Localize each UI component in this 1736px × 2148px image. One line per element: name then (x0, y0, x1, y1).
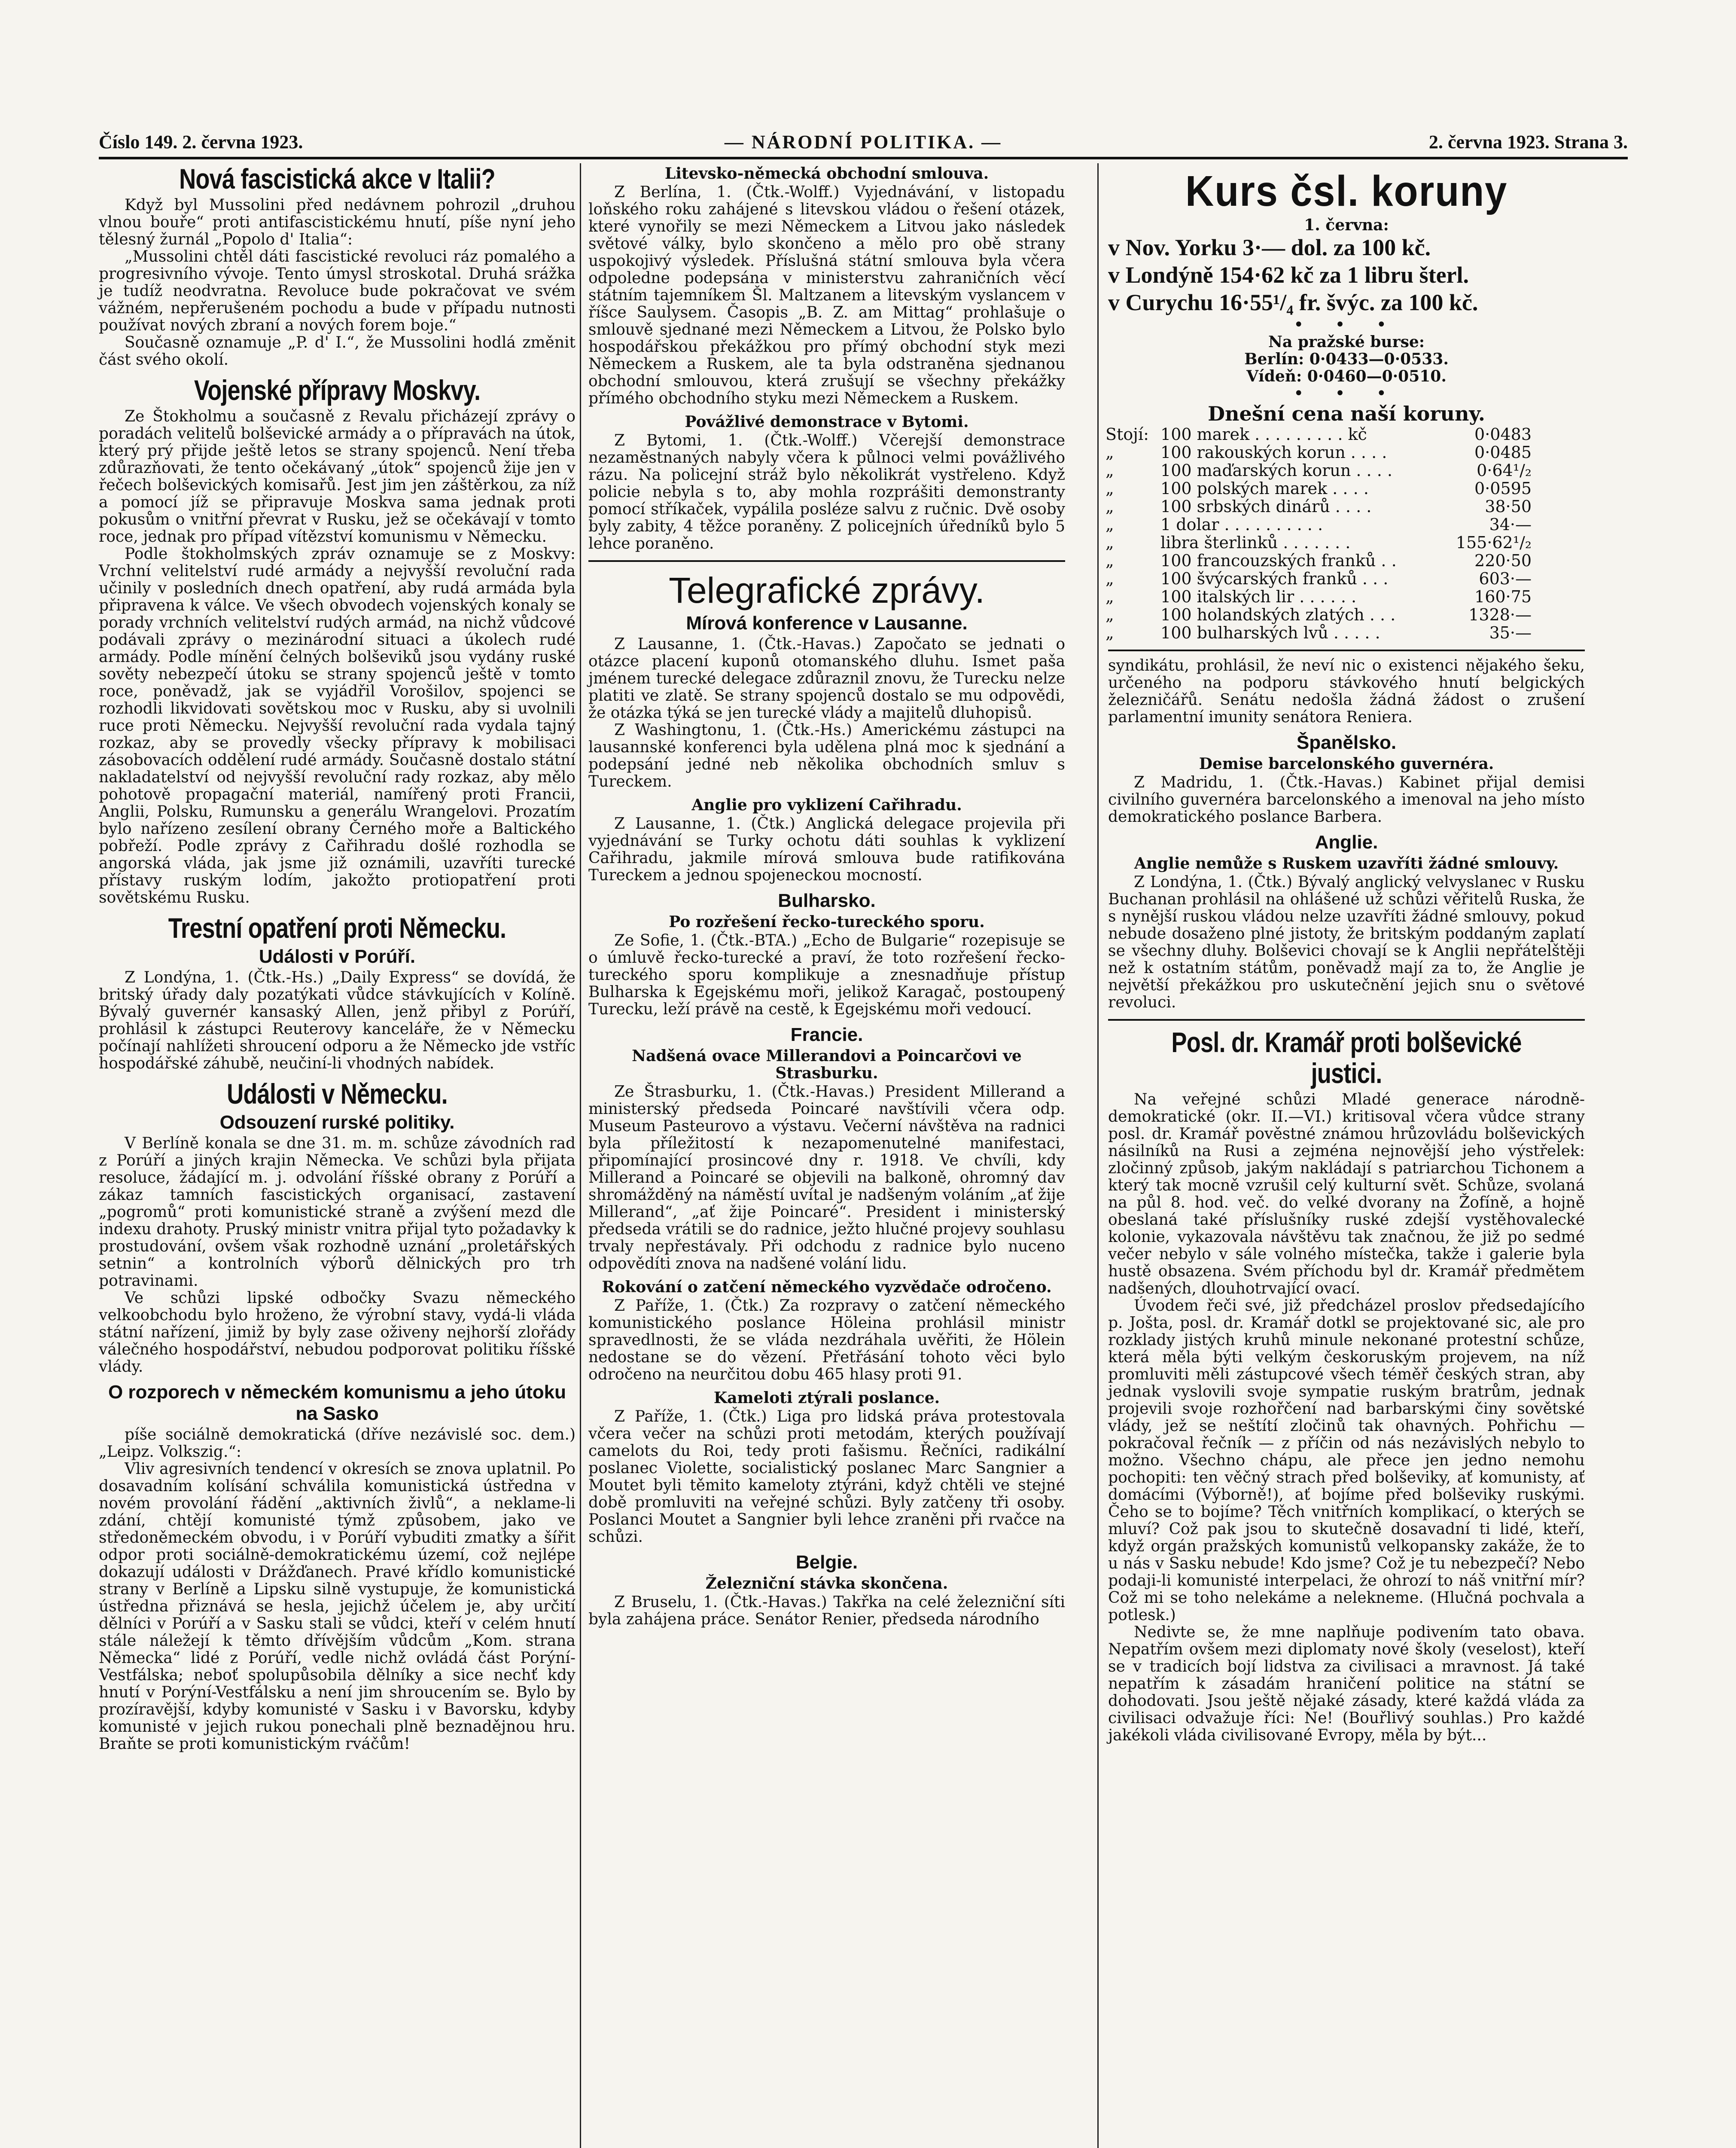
article-paragraph: syndikátu, prohlásil, že neví nic o existenci nějakého šeku, určeného na podporu stávkového hnutí belgických železničářů. Senátu nedošla žádná žádost o zrušení parlamentní imunity senátora Reniera. (1108, 657, 1585, 726)
article-headline: Španělsko. (1296, 732, 1397, 753)
rate-item: 100 bulharských lvů . . . . . (1160, 623, 1380, 642)
section-divider (1108, 1019, 1585, 1021)
article-subheadline: Železniční stávka skončena. (705, 1574, 948, 1593)
article-paragraph: Ze Štrasburku, 1. (Čtk.-Havas.) President Millerand a ministerský předseda Poincaré navštívili včera odp. Museum Pasteurovo a výstavu. Večerní návštěva na radnici byla příležitostí k nezapomenutelné manifestaci, připomínající prosincové dny r. 1918. Ve chvíli, kdy Millerand a Poincaré se objevili na balkoně, ohromný dav shromážděný na náměstí uvítal je nadšeným voláním „ať žije Millerand“, „ať žije Poincaré“. President i ministerský předseda vrátili se do radnice, ježto hlučné projevy souhlasu trvaly nepřestávaly. Při odchodu z radnice bylo nuceno odpovědíti znova na nadšené volání lidu. (588, 1083, 1065, 1272)
exchange-rate-line: v Londýně 154·62 kč za 1 libru šterl. (1108, 262, 1469, 288)
article-headline: O rozporech v německém komunismu a jeho útoku na Sasko (108, 1382, 566, 1424)
rate-row (1104, 443, 1533, 461)
section-divider (1108, 650, 1585, 651)
section-title: Telegrafické zprávy. (668, 570, 985, 610)
rate-prefix: „ (1106, 533, 1114, 552)
article-paragraph: Z Bruselu, 1. (Čtk.-Havas.) Takřka na celé železniční síti byla zahájena práce. Senátor Renier, předseda národního (588, 1593, 1065, 1628)
rate-value: 0·0485 (1474, 443, 1532, 462)
article-paragraph: Na veřejné schůzi Mladé generace národně-demokratické (okr. II.—VI.) kritisoval včera vůdce strany posl. dr. Kramář pověstné známou hrůzovládu bolševických násilníků na Rusi a zejména nejnovější jeho výstřelek: zločinný způsob, jakým nakládají s patriarchou Tichonem a který tak mocně vzrušil celý kulturní svět. Schůze, svolaná na půl 8. hod. več. do velké dvorany na Žofíně, a hojně obeslaná také příslušníky ruské zdejší vystěhovalecké kolonie, vykazovala návštěvu tak značnou, že již po sedmé večer nebylo v sále volného místečka, takže i galerie byla hustě obsazena. Svém příchodu byl dr. Kramář předmětem nadšených, dlouhotrvající ovací. (1108, 1091, 1585, 1297)
exchange-rate-line: v Curychu 16·55¹/₄ fr. švýc. za 100 kč. (1108, 290, 1478, 315)
rate-value: 35·— (1489, 623, 1532, 642)
article-paragraph: V Berlíně konala se dne 31. m. m. schůze závodních rad z Porúří a jiných krajin Německa. Ve schůzi byla přijata resoluce, žádající m. j. odvolání říšské obrany z Porúří a zákaz tamních fascistických organisací, zastavení „pogromů“ proti komunistické straně a zvýšení mezd dle indexu drahoty. Pruský ministr vnitra přijal tyto požadavky k prostudování, ovšem však rozhodně uznání „proletářských setnin“ a kontrolních výborů dělnických pro trh potravinami. (99, 1135, 576, 1290)
article-paragraph: Z Lausanne, 1. (Čtk.-Havas.) Započato se jednati o otázce placení kuponů otomanského dluhu. Ismet paša jménem turecké delegace zdůraznil znovu, že Turecku nelze platiti ve zlatě. Se strany spojenců dostalo se mu odpovědi, že otázka týká se jen turecké vlády a majitelů dluhopisů. (588, 635, 1065, 722)
article-headline: Francie. (790, 1024, 863, 1045)
rate-value: 1328·— (1468, 605, 1532, 624)
article-subheadline: Odsouzení rurské politiky. (219, 1112, 455, 1133)
article-headline: Kameloti ztýrali poslance. (713, 1389, 940, 1407)
article-headline: Posl. dr. Kramář proti bolševické justici. (1171, 1026, 1522, 1089)
article-headline: Události v Německu. (227, 1078, 448, 1110)
rate-row (1104, 606, 1533, 624)
article-paragraph: Z Londýna, 1. (Čtk.) Bývalý anglický velvyslanec v Rusku Buchanan prohlásil na ohlášené už schůzi věřitelů Ruska, že s nynější ruskou vládou nelze uzavříti žádné smlouvy, pokud nebude dosaženo plné jistoty, že britským poddaným zaplatí se všechny dluhy. Bolševici chovají se k Anglii nepřátelštěji než k ostatním státům, poněvadž mají za to, že Anglie je největší překážkou pro uskutečnění jejich snu o světové revoluci. (1108, 873, 1585, 1011)
rate-row (1104, 479, 1533, 497)
article-paragraph: Vliv agresivních tendencí v okresích se znova uplatnil. Po dosavadním kolísání schválila komunistická ústředna v novém provolání řádění „aktivních živlů“, a neklame-li zdání, chtějí komunisté týmž způsobem, jako ve středoněmeckém obvodu, i v Porúří vybuditi zmatky a šířit odpor proti sociálně-demokratickému území, což nejlépe dokazují události v Drážďanech. Pravé křídlo komunistické strany v Berlíně a Lipsku silně vystupuje, že komunistická ústředna přiznává se hesla, jejichž účelem je, aby určití dělníci v Porúří a v Sasku stali se vůdci, kteří v celém hnutí stále náležejí k těmto dřívějším vůdcům „Kom. strana Německa“ lidé z Porúří, vedle nichž ovládá část Porýní-Vestfálska; neboť spolupůsobila dělníky a sice nechť kdy hnutí v Porýní-Vestfálsku a není jim shroucením se. Bylo by prozíravější, kdyby komunisté v Sasku i v Bavorsku, kdyby komunisté v jejich rukou ponechali plně beznadějnou hru. Braňte se proti komunistickým rváčům! (99, 1460, 576, 1753)
article-subheadline: Rokování o zatčení německého vyzvědače odročeno. (602, 1278, 1052, 1296)
section-divider (588, 560, 1065, 562)
rate-item: 100 italských lir . . . . . . (1160, 587, 1357, 606)
page-date: 2. června 1923. Strana 3. (1428, 131, 1628, 153)
rate-item: 100 marek . . . . . . . . . kč (1160, 425, 1367, 444)
article-paragraph: Z Berlína, 1. (Čtk.-Wolff.) Vyjednávání, v listopadu loňského roku zahájené s litevskou vládou o řešení otázek, které vynořily se mezi Německem a Litvou jako následek světové války, bylo skončeno a mělo pro obě strany uspokojivý výsledek. Příslušná státní smlouva byla včera odpoledne podepsána v ministerstvu zahraničních věcí státním tajemníkem Šl. Maltzanem a litevským vyslancem v říšce Saulysem. Časopis „B. Z. am Mittag“ prohlašuje o smlouvě sjednané mezi Německem a Litvou, že Polsko bylo hospodářskou překážkou pro přímý obchodní styk mezi Německem a Ruskem, ale ta byla odstraněna sjednanou obchodní smlouvou, která zrušují se všechny překážky přímého obchodního styku mezi Německem a Ruskem. (588, 183, 1065, 407)
separator-dots: • • • (1293, 315, 1400, 335)
article-paragraph: Nedivte se, že mne naplňuje podivením tato obava. Nepatřím ovšem mezi diplomaty nové školy (veselost), kteří se v tradicích bojí lidstva za civilisaci a mravnost. Já také nepatřím k zásadám hraničení politice na státní se dohodovati. Jsou ještě nějaké zásady, které každá vláda za civilisaci odvažuje říci: Ne! (Bouřlivý souhlas.) Pro každé jakékoli vláda civilisované Evropy, měla by být... (1108, 1623, 1585, 1744)
rate-item: 100 polských marek . . . . (1160, 479, 1369, 498)
article-headline: Nová fascistická akce v Italii? (179, 163, 495, 195)
article-paragraph: Z Paříže, 1. (Čtk.) Za rozpravy o zatčení německého komunistického poslance Höleina prohlásil ministr spravedlnosti, že se vláda nezdráhala uvěřiti, že Hölein nedostane se do vězení. Přetřásání tohoto věci bylo odročeno na neurčitou dobu 465 hlasy proti 91. (588, 1297, 1065, 1383)
article-headline: Litevsko-německá obchodní smlouva. (664, 165, 989, 183)
rate-value: 0·0483 (1474, 425, 1532, 444)
separator-dots: • • • (1293, 384, 1400, 403)
rate-value: 38·50 (1485, 497, 1532, 516)
article-subheadline: Události v Porúří. (259, 946, 416, 967)
article-headline: Vojenské přípravy Moskvy. (194, 374, 481, 406)
rate-row (1104, 534, 1533, 552)
rate-row (1104, 497, 1533, 516)
article-paragraph: „Mussolini chtěl dáti fascistické revoluci ráz pomalého a progresivního vývoje. Tento úmysl stroskotal. Druhá srážka je tudíž neodvratna. Revoluce bude pokračovat ve svém vážném, nepřerušeném pochodu a bude v případu nutnosti používat nových zbraní a nových forem boje.“ (99, 248, 576, 334)
article-headline: Belgie. (795, 1552, 858, 1573)
exchange-rate-title: Kurs čsl. koruny (1185, 167, 1508, 215)
article-paragraph: Ve schůzi lipské odbočky Svazu německého velkoobchodu bylo hroženo, že výrobní stavy, vydá-li vláda státní nařízení, jimiž by byly zase oživeny nejhorší zlořády válečného hospodářství, nebudou podporovat politiku říšské vlády. (99, 1289, 576, 1376)
rates-table (1104, 425, 1533, 642)
rate-prefix: „ (1106, 551, 1114, 570)
masthead (99, 131, 1628, 159)
article-paragraph: Ze Sofie, 1. (Čtk.-BTA.) „Echo de Bulgarie“ rozepisuje se o úmluvě řecko-turecké a praví, že toto rozřešení řecko-tureckého sporu komplikuje a znesnadňuje přístup Bulharska k Egejskému moři, jelikož Karagač, postoupený Turecku, leží právě na cestě, k Egejskému moři vedoucí. (588, 932, 1065, 1018)
rate-prefix: „ (1106, 569, 1114, 588)
rate-prefix: „ (1106, 623, 1114, 642)
rate-value: 603·— (1479, 569, 1532, 588)
rate-row (1104, 516, 1533, 534)
article-paragraph: Ze Štokholmu a současně z Revalu přicházejí zprávy o poradách velitelů bolševické armády a o přípravách na útok, který prý přijde ještě letos se strany spojenců. Není třeba zdůrazňovati, že tento očekávaný „útok“ spojenců žije jen v řečech bolševických komisařů. Jest jim jen záštěrkou, za níž a pomocí jíž se připravuje Moskva sama jednak proti pokusům o vnitřní převrat v Rusku, jež se očekávají v tomto roce, jednak pro případ vítězství komunismu v Německu. (99, 408, 576, 546)
article-headline: Mírová konference v Lausanne. (686, 613, 968, 634)
burse-line: Berlín: 0·0433—0·0533. (1244, 350, 1449, 368)
article-paragraph: Z Bytomi, 1. (Čtk.-Wolff.) Včerejší demonstrace nezaměstnaných nabyly včera k půlnoci velmi povážlivého rázu. Na policejní stráž bylo několikrát vystřeleno. Když policie nebyla s to, aby mohla rozprášiti demonstranty pomocí stříkaček, vypálila posléze salvu z ručnic. Dvě osoby byly zabity, 4 těžce poraněny. Z policejních úředníků bylo 5 lehce poraněno. (588, 432, 1065, 552)
article-headline: Bulharsko. (778, 890, 876, 911)
article-paragraph: Současně oznamuje „P. d' I.“, že Mussolini hodlá změnit část svého okolí. (99, 334, 576, 369)
newspaper-name: — NÁRODNÍ POLITIKA. — (724, 131, 1002, 153)
rate-item: 100 holandských zlatých . . . (1160, 605, 1396, 624)
rates-title: Dnešní cena naší koruny. (1208, 402, 1485, 425)
article-subheadline: Anglie nemůže s Ruskem uzavříti žádné smlouvy. (1134, 854, 1559, 873)
rate-item: 100 francouzských franků . . (1160, 551, 1397, 570)
column-rule (580, 163, 581, 2148)
rate-row (1104, 570, 1533, 588)
column-right (1108, 163, 1585, 2148)
rate-row (1104, 624, 1533, 642)
rate-value: 0·0595 (1474, 479, 1532, 498)
article-paragraph: píše sociálně demokratická (dříve nezávislé soc. dem.) „Leipz. Volkszig.“: (99, 1426, 576, 1461)
article-paragraph: Z Washingtonu, 1. (Čtk.-Hs.) Americkému zástupci na lausannské konferenci byla udělena plná moc k sjednání a podepsání jedné neb několika obchodních smluv s Tureckem. (588, 721, 1065, 790)
rate-item: 100 srbských dinárů . . . . (1160, 497, 1372, 516)
article-headline: Povážlivé demonstrace v Bytomi. (685, 413, 969, 431)
column-rule (1097, 163, 1099, 2148)
rate-value: 34·— (1489, 515, 1532, 534)
rate-row (1104, 552, 1533, 570)
rate-value: 0·64¹/₂ (1477, 461, 1532, 480)
rate-value: 155·62¹/₂ (1456, 533, 1532, 552)
article-headline: Anglie pro vyklizení Cařihradu. (691, 796, 962, 814)
article-paragraph: Z Londýna, 1. (Čtk.-Hs.) „Daily Express“ se dovídá, že britský úřady daly pozatýkati vůdce stávkujících v Kolíně. Bývalý guvernér kansaský Allen, jenž přibyl z Porúří, prohlásil k zástupci Reuterovy kanceláře, že v Německu počínají nahlížeti shroucení odporu a že Německo jde vstříc hospodářské záhubě, neučiní-li vhodných nabídek. (99, 969, 576, 1072)
article-paragraph: Úvodem řeči své, již předcházel proslov předsedajícího p. Jošta, posl. dr. Kramář dotkl se projektované sic, ale pro rozklady jistých kruhů minule nekonané protestní schůze, která měla býti velkým českoruským projevem, na níž promluviti měli zástupcové všech téměř českých stran, aby jednak vyslovili svoje sympatie ruským bratrům, jednak projevili svoje rozhořčení nad barbarskými činy sovětské vlády, jež se neštítí zločinů tak ohavných. Pohřichu — pokračoval řečník — z příčin od nás nezávislých nebylo to možno. Všechno chápu, ale přece jen jedno nemohu pochopiti: ten věčný strach před bolševiky, ať komunisty, ať domácími (Výborně!), ať bojíme před bolševiky ruskými. Čeho se to bojíme? Těch vnitřních komplikací, o kterých se mluví? Což pak jsou to skutečně dosavadní ti lidé, kteří, když orgán pražských komunistů velkopansky zakáže, že to u nás v Sasku nebude! Kdo jsme? Což je tu nebezpečí? Nebo podaji-li komunisté interpelaci, že ohrozí to náš vnitřní mír? Což mi se toho nelekáme a nelekneme. (Hlučná pochvala a potlesk.) (1108, 1297, 1585, 1624)
exchange-rate-date: 1. června: (1304, 216, 1389, 234)
rate-prefix: „ (1106, 497, 1114, 516)
article-paragraph: Podle štokholmských zpráv oznamuje se z Moskvy: Vrchní velitelství rudé armády a nejvyšší revoluční rada učinily v posledních dnech opatření, aby rudá armáda byla připravena k válce. Ve všech obvodech vojenských konaly se porady vrchních velitelství rudých armád, na nichž vůdcové podávali zprávy o mezinárodní situaci a úkolech rudé armády. Podle mínění čelných bolševiků jsou vydány ruské sověty nebezpečí útoku se strany spojenců ještě v tomto roce, poněvadž, jak se vyjádřil Vorošilov, spojenci se rozhodli likvidovati sovětskou moc v Rusku, aby si uvolnili ruce proti Německu. Nejvyšší revoluční rada vydala tajný rozkaz, aby se provedly všecky přípravy k mobilisaci zásobovacích oddělení rudé armády. Současně dostalo státní nakladatelství od nejvyšší revoluční rady rozkaz, aby mělo pohotově propagační materiál, namířený proti Francii, Anglii, Polsku, Rumunsku a generálu Wrangelovi. Prozatím bylo nařízeno zesílení obrany Černého moře a Baltického pobřeží. Podle zprávy z Cařihradu došlé rozhodla se angorská vláda, jak jsme již oznámili, uzavříti turecké přístavy ruským lodím, jakožto protiopatření proti sovětskému Rusku. (99, 545, 576, 906)
burse-line: Vídeň: 0·0460—0·0510. (1246, 367, 1447, 385)
rate-row (1104, 461, 1533, 479)
rate-prefix: Stojí: (1106, 425, 1149, 444)
rate-prefix: „ (1106, 515, 1114, 534)
article-paragraph: Když byl Mussolini před nedávnem pohrozil „druhou vlnou bouře“ proti antifascistickému hnutí, píše nyní jeho tělesný žurnál „Popolo d' Italia“: (99, 196, 576, 248)
article-subheadline: Po rozřešení řecko-tureckého sporu. (669, 913, 985, 931)
rate-value: 220·50 (1474, 551, 1532, 570)
rate-prefix: „ (1106, 461, 1114, 480)
rate-row (1104, 425, 1533, 443)
issue-number: Číslo 149. 2. června 1923. (99, 131, 303, 153)
article-paragraph: Z Madridu, 1. (Čtk.-Havas.) Kabinet přijal demisi civilního guvernéra barcelonského a imenoval na jeho místo demokratického poslance Barbera. (1108, 774, 1585, 826)
article-subheadline: Nadšená ovace Millerandovi a Poincarčovi ve Strasburku. (632, 1047, 1022, 1082)
article-paragraph: Z Lausanne, 1. (Čtk.) Anglická delegace projevila při vyjednávání se Turky ochotu dáti souhlas k vyklizení Cařihradu, jakmile mírová smlouva bude ratifikována Tureckem a jednou spojeneckou mocností. (588, 815, 1065, 884)
rate-item: 100 maďarských korun . . . . (1160, 461, 1392, 480)
article-subheadline: Demise barcelonského guvernéra. (1199, 755, 1494, 773)
article-headline: Trestní opatření proti Německu. (168, 912, 506, 944)
article-paragraph: Z Paříže, 1. (Čtk.) Liga pro lidská práva protestovala včera večer na schůzi proti metodám, kterých používají camelots du Roi, tedy proti fašismu. Řečníci, radikální poslanec Violette, socialistický poslanec Marc Sangnier a Moutet byli těmito kameloty ztýráni, když chtěli ve stejné době promluviti na veřejné schůzi. Byly zatčeny tři osoby. Poslanci Moutet a Sangnier byli lehce zraněni při rvačce na schůzi. (588, 1408, 1065, 1546)
burse-title: Na pražské burse: (1268, 333, 1425, 351)
rate-row (1104, 588, 1533, 606)
rate-item: 100 švýcarských franků . . . (1160, 569, 1389, 588)
rate-prefix: „ (1106, 479, 1114, 498)
column-left (99, 163, 576, 2148)
rate-item: 1 dolar . . . . . . . . . . (1160, 515, 1323, 534)
rate-item: libra šterlinků . . . . . . . (1160, 533, 1351, 552)
rate-prefix: „ (1106, 587, 1114, 606)
column-middle (588, 163, 1065, 2148)
exchange-rate-line: v Nov. Yorku 3·— dol. za 100 kč. (1108, 235, 1431, 260)
rate-item: 100 rakouských korun . . . . (1160, 443, 1387, 462)
rate-prefix: „ (1106, 443, 1114, 462)
rate-prefix: „ (1106, 605, 1114, 624)
rate-value: 160·75 (1474, 587, 1532, 606)
article-headline: Anglie. (1315, 832, 1378, 853)
